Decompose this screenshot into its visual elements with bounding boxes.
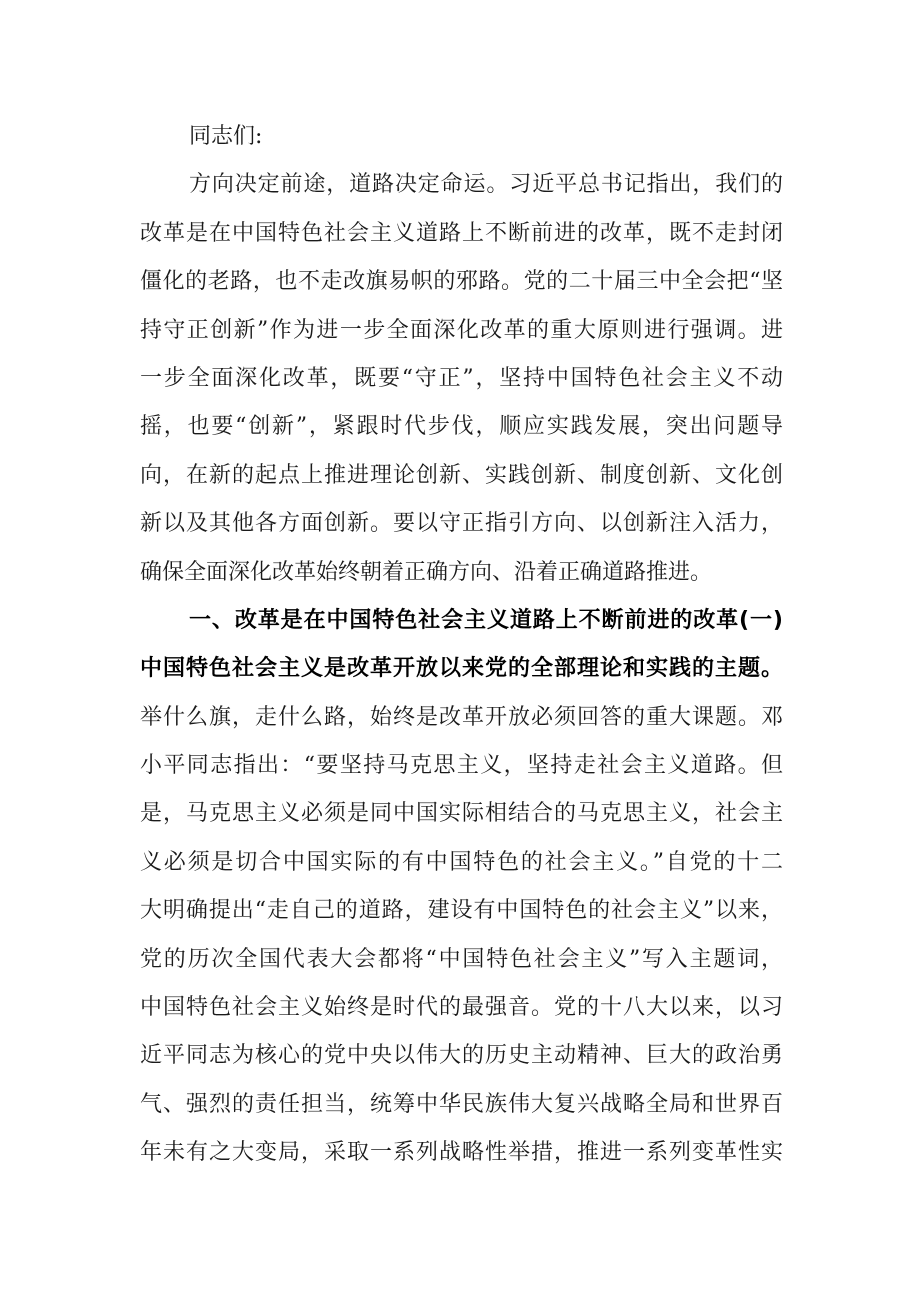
heading-line: 一、改革是在中国特色社会主义道路上不断前进的改革(一)	[189, 607, 783, 633]
paragraph-line: 新以及其他各方面创新。要以守正指引方向、以创新注入活力，	[140, 511, 783, 537]
paragraph-line: 改革是在中国特色社会主义道路上不断前进的改革，既不走封闭	[140, 220, 783, 246]
paragraph-line: 确保全面深化改革始终朝着正确方向、沿着正确道路推进。	[140, 559, 713, 585]
paragraph-line: 方向决定前途，道路决定命运。习近平总书记指出，我们的	[189, 172, 783, 198]
paragraph-line: 义必须是切合中国实际的有中国特色的社会主义。”自党的十二	[140, 849, 783, 875]
paragraph-line: 党的历次全国代表大会都将“中国特色社会主义”写入主题词，	[140, 946, 783, 972]
paragraph-line: 举什么旗，走什么路，始终是改革开放必须回答的重大课题。邓	[140, 704, 783, 730]
paragraph-line: 摇，也要“创新”，紧跟时代步伐，顺应实践发展，突出问题导	[140, 414, 783, 440]
section-paragraph	[140, 694, 783, 1178]
paragraph-line: 小平同志指出：“要坚持马克思主义，坚持走社会主义道路。但	[140, 753, 783, 779]
paragraph-line: 向，在新的起点上推进理论创新、实践创新、制度创新、文化创	[140, 462, 783, 488]
paragraph-line: 大明确提出“走自己的道路，建设有中国特色的社会主义”以来，	[140, 898, 783, 924]
intro-paragraph	[140, 161, 783, 597]
paragraph-line: 近平同志为核心的党中央以伟大的历史主动精神、巨大的政治勇	[140, 1043, 783, 1069]
paragraph-line: 气、强烈的责任担当，统筹中华民族伟大复兴战略全局和世界百	[140, 1091, 783, 1117]
greeting-line: 同志们:	[189, 124, 263, 149]
paragraph-line: 持守正创新”作为进一步全面深化改革的重大原则进行强调。进	[140, 317, 783, 343]
heading-line: 中国特色社会主义是改革开放以来党的全部理论和实践的主题。	[140, 656, 783, 682]
document-body	[140, 113, 783, 1178]
section-heading	[140, 597, 783, 694]
paragraph-line: 是，马克思主义必须是同中国实际相结合的马克思主义，社会主	[140, 801, 783, 827]
paragraph-line: 僵化的老路，也不走改旗易帜的邪路。党的二十届三中全会把“坚	[140, 269, 783, 295]
paragraph-line: 中国特色社会主义始终是时代的最强音。党的十八大以来，以习	[140, 995, 783, 1021]
paragraph-line: 一步全面深化改革，既要“守正”，坚持中国特色社会主义不动	[140, 365, 783, 391]
paragraph-line: 年未有之大变局，采取一系列战略性举措，推进一系列变革性实	[140, 1140, 783, 1166]
